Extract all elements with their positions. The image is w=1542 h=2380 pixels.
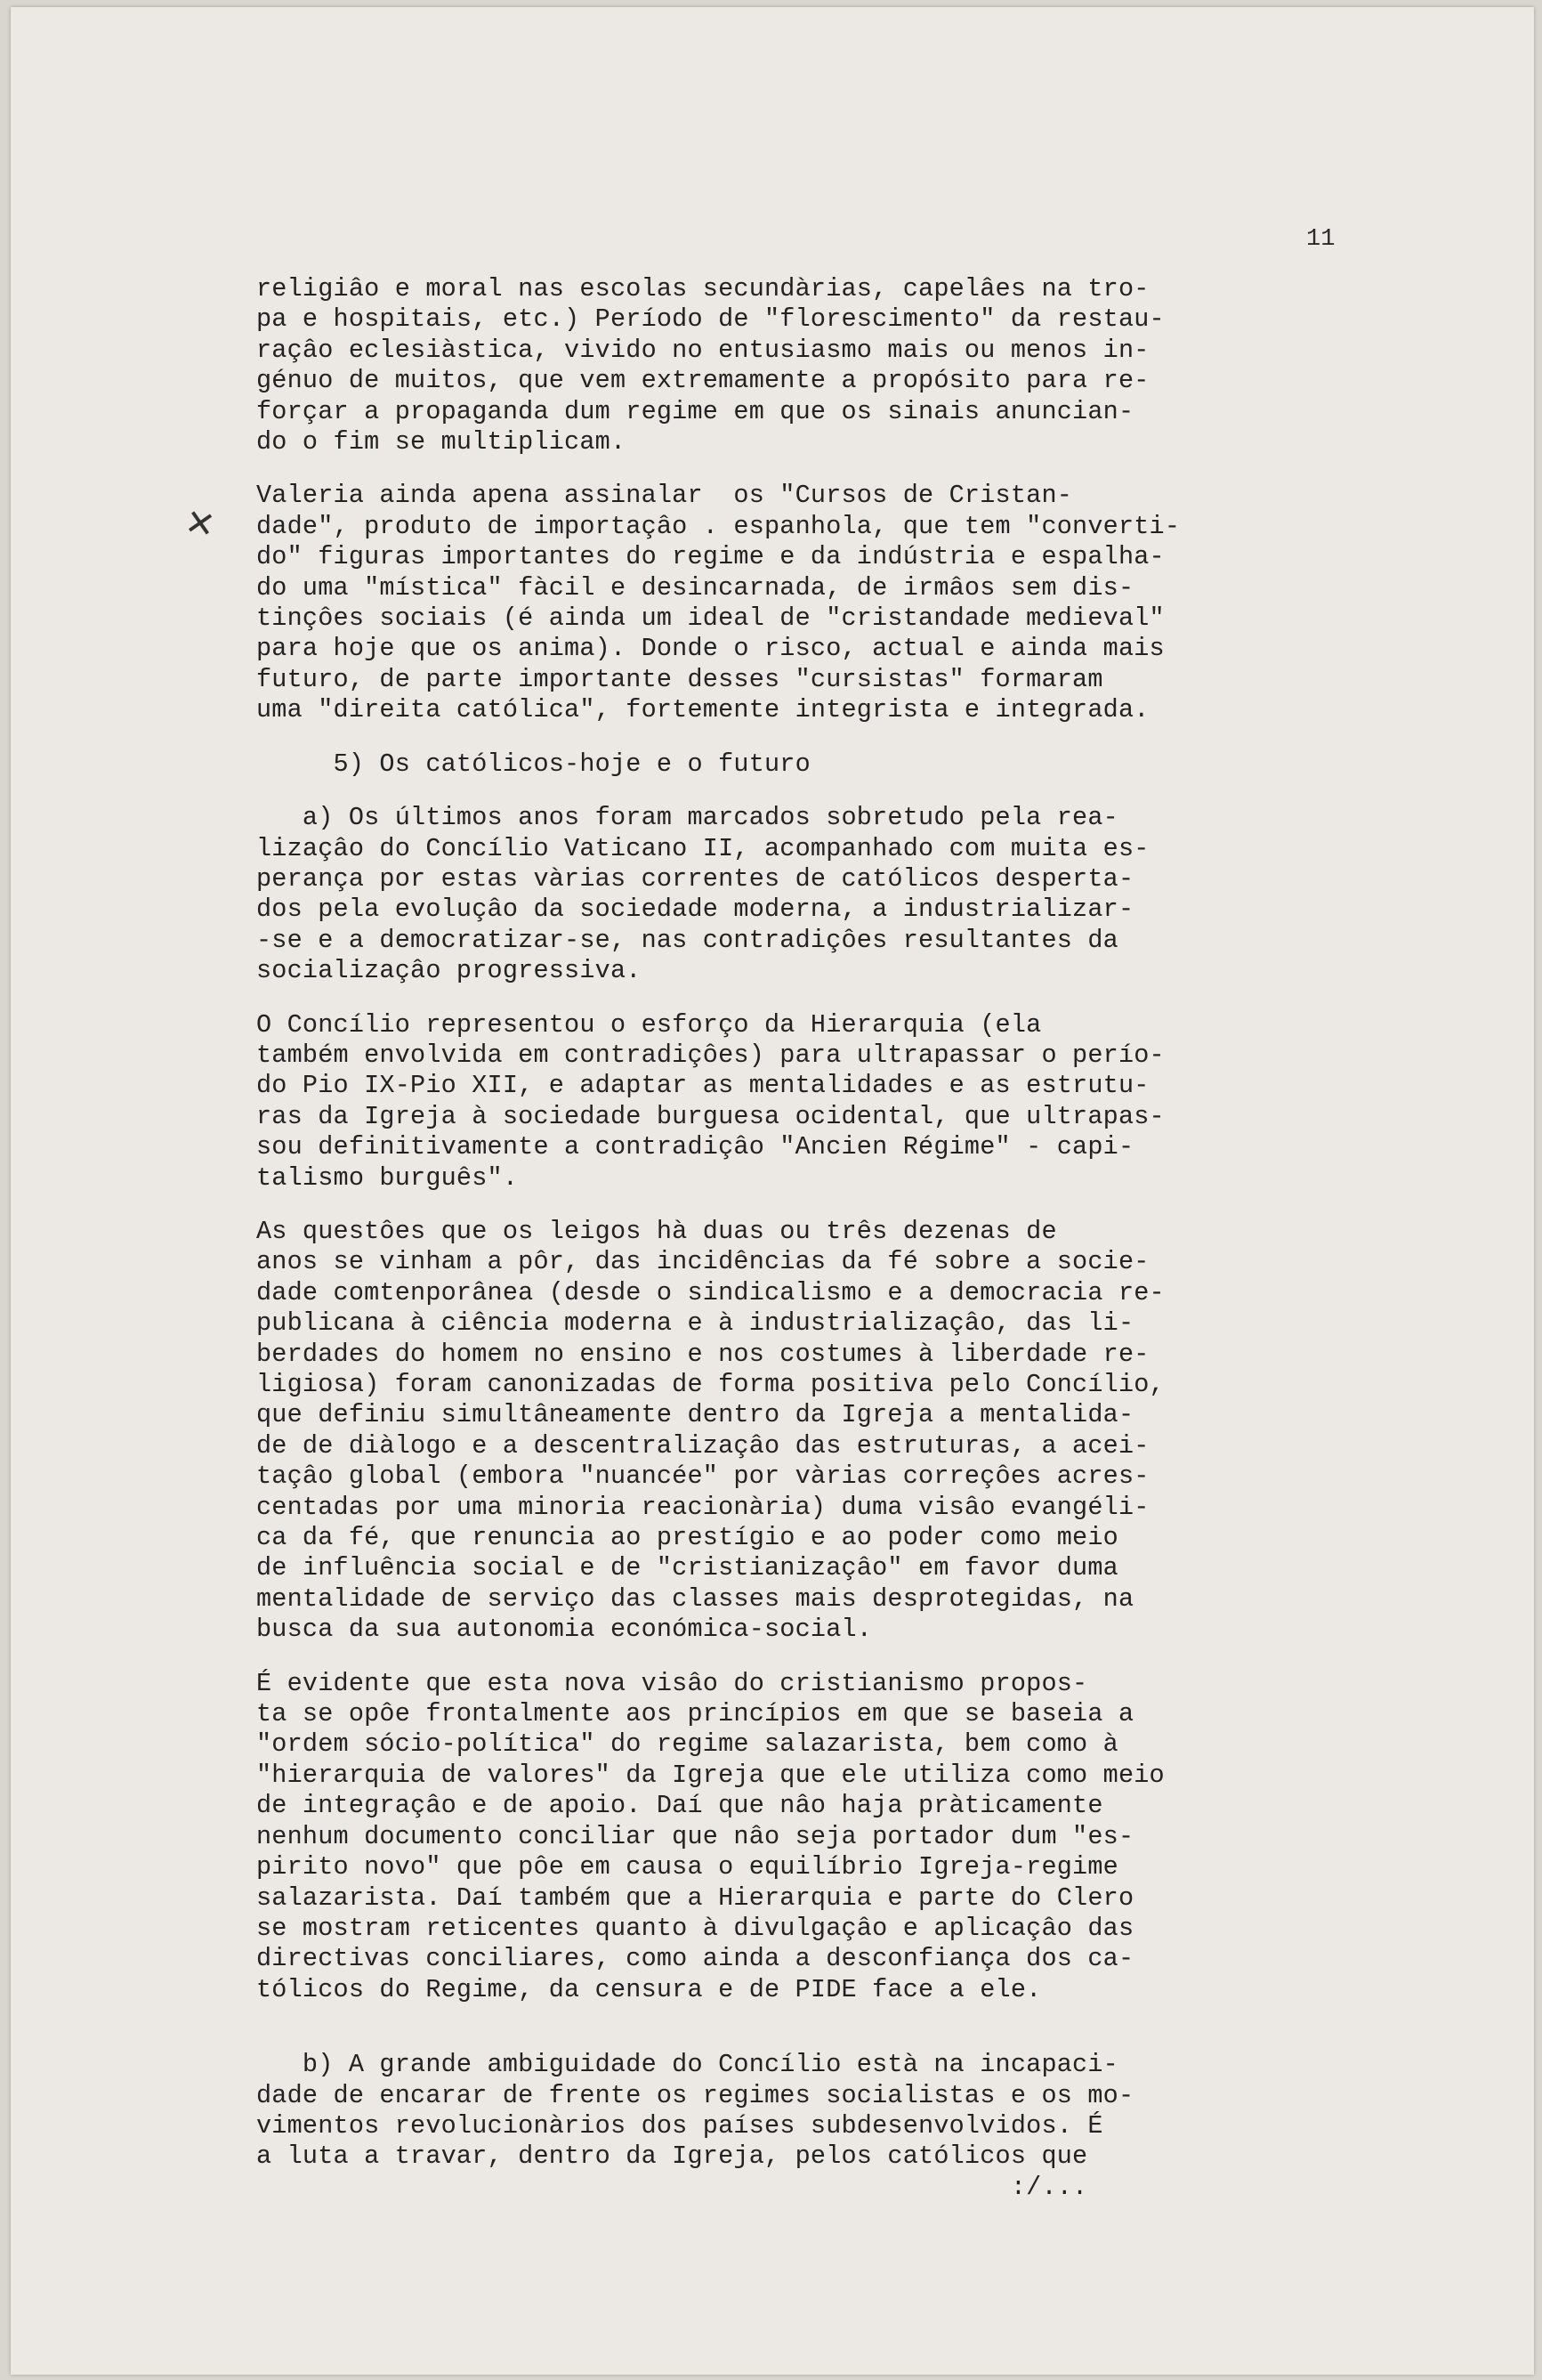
- text-line: génuo de muitos, que vem extremamente a propósito para re-: [256, 366, 1150, 396]
- text-line: "hierarquia de valores" da Igreja que ele utiliza como meio: [256, 1760, 1165, 1790]
- text-line: tinçôes sociais (é ainda um ideal de "cristandade medieval": [256, 603, 1165, 634]
- text-line: lizaçâo do Concílio Vaticano II, acompanhado com muita es-: [256, 833, 1150, 863]
- text-line: nenhum documento conciliar que nâo seja portador dum "es-: [256, 1821, 1134, 1851]
- page-number: 11: [1306, 226, 1336, 253]
- paragraph-concilio: [256, 1010, 1342, 1194]
- text-line: uma "direita católica", fortemente integrista e integrada.: [256, 695, 1150, 725]
- text-line: centadas por uma minoria reacionària) duma visâo evangéli-: [256, 1492, 1150, 1522]
- text-line: pa e hospitais, etc.) Período de "florescimento" da restau-: [256, 304, 1165, 335]
- text-line: dade de encarar de frente os regimes socialistas e os mo-: [256, 2080, 1134, 2110]
- text-line: tólicos do Regime, da censura e de PIDE face a ele.: [256, 1974, 1042, 2004]
- paragraph-questoes: [256, 1217, 1342, 1646]
- text-line: ras da Igreja à sociedade burguesa ocidental, que ultrapas-: [256, 1101, 1165, 1131]
- text-line: do uma "mística" fàcil e desincarnada, de irmâos sem dis-: [256, 572, 1134, 603]
- text-line: salazarista. Daí também que a Hierarquia e parte do Clero: [256, 1882, 1134, 1913]
- text-line: religiâo e moral nas escolas secundàrias, capelâes na tro-: [256, 274, 1150, 304]
- text-line: busca da sua autonomia económica-social.: [256, 1615, 873, 1645]
- text-line: directivas conciliares, como ainda a desconfiança dos ca-: [256, 1944, 1134, 1974]
- paragraph-evidente: [256, 1669, 1342, 2005]
- paragraph-b: [256, 2050, 1342, 2203]
- text-line: do Pio IX-Pio XII, e adaptar as mentalidades e as estrutu-: [256, 1071, 1150, 1101]
- text-line: a luta a travar, dentro da Igreja, pelos católicos que: [256, 2141, 1088, 2172]
- text-line: "ordem sócio-política" do regime salazarista, bem como à: [256, 1729, 1118, 1760]
- text-line: taçâo global (embora "nuancée" por vàrias correçôes acres-: [256, 1461, 1150, 1492]
- text-line: perança por estas vàrias correntes de católicos desperta-: [256, 863, 1134, 894]
- text-line: para hoje que os anima). Donde o risco, actual e ainda mais: [256, 634, 1165, 664]
- text-line: de de diàlogo e a descentralizaçâo das estruturas, a acei-: [256, 1430, 1150, 1461]
- text-line: -se e a democratizar-se, nas contradiçôes resultantes da: [256, 925, 1118, 955]
- text-line: publicana à ciência moderna e à industrializaçâo, das li-: [256, 1308, 1134, 1339]
- text-line: também envolvida em contradiçôes) para ultrapassar o perío-: [256, 1040, 1165, 1070]
- text-line: dos pela evoluçâo da sociedade moderna, a industrializar-: [256, 895, 1134, 925]
- margin-x-mark: ✕: [182, 501, 219, 547]
- section-heading: [256, 749, 1342, 780]
- text-line: futuro, de parte importante desses "cursistas" formaram: [256, 664, 1103, 694]
- text-line: mentalidade de serviço das classes mais desprotegidas, na: [256, 1583, 1134, 1614]
- text-line: sou definitivamente a contradiçâo "Ancien Régime" - capi-: [256, 1132, 1134, 1162]
- text-line: ta se opôe frontalmente aos princípios em que se baseia a: [256, 1699, 1134, 1729]
- text-line: do" figuras importantes do regime e da indústria e espalha-: [256, 542, 1165, 572]
- text-line: se mostram reticentes quanto à divulgaçâo e aplicaçâo das: [256, 1913, 1134, 1943]
- text-line: ligiosa) foram canonizadas de forma positiva pelo Concílio,: [256, 1370, 1165, 1399]
- text-line: vimentos revolucionàrios dos países subdesenvolvidos. É: [256, 2110, 1103, 2141]
- text-line: de influência social e de "cristianizaçâo" em favor duma: [256, 1553, 1118, 1583]
- text-line: forçar a propaganda dum regime em que os sinais anuncian-: [256, 396, 1134, 426]
- text-line: socializaçâo progressiva.: [256, 956, 642, 986]
- text-line: talismo burguês".: [256, 1162, 519, 1193]
- text-line: O Concílio representou o esforço da Hierarquia (ela: [256, 1009, 1042, 1040]
- continuation-mark: :/...: [256, 2172, 1088, 2202]
- paragraph-1: [256, 274, 1342, 457]
- text-line: anos se vinham a pôr, das incidências da fé sobre a socie-: [256, 1247, 1150, 1277]
- body-text: [256, 274, 1342, 2203]
- text-line: pirito novo" que pôe em causa o equilíbrio Igreja-regime: [256, 1852, 1118, 1882]
- text-line: b) A grande ambiguidade do Concílio està na incapaci-: [256, 2050, 1118, 2080]
- text-line: de integraçâo e de apoio. Daí que nâo haja pràticamente: [256, 1791, 1103, 1821]
- text-line: berdades do homem no ensino e nos costumes à liberdade re-: [256, 1339, 1150, 1369]
- document-page: [11, 7, 1534, 2375]
- text-line: dade", produto de importaçâo . espanhola, que tem "converti-: [256, 511, 1181, 541]
- text-line: Valeria ainda apena assinalar os "Cursos de Cristan-: [256, 481, 1073, 511]
- section-title: 5) Os católicos-hoje e o futuro: [256, 749, 811, 779]
- text-line: do o fim se multiplicam.: [256, 427, 626, 457]
- paragraph-a: [256, 803, 1342, 986]
- text-line: raçâo eclesiàstica, vivido no entusiasmo mais ou menos in-: [256, 335, 1150, 365]
- text-line: As questôes que os leigos hà duas ou três dezenas de: [256, 1216, 1057, 1246]
- paragraph-2: [256, 481, 1342, 725]
- text-line: ca da fé, que renuncia ao prestígio e ao poder como meio: [256, 1523, 1118, 1553]
- text-line: É evidente que esta nova visâo do cristianismo propos-: [256, 1668, 1088, 1698]
- text-line: dade comtenporânea (desde o sindicalismo e a democracia re-: [256, 1277, 1165, 1307]
- text-line: a) Os últimos anos foram marcados sobretudo pela rea-: [256, 803, 1118, 833]
- text-line: que definiu simultâneamente dentro da Igreja a mentalida-: [256, 1400, 1134, 1430]
